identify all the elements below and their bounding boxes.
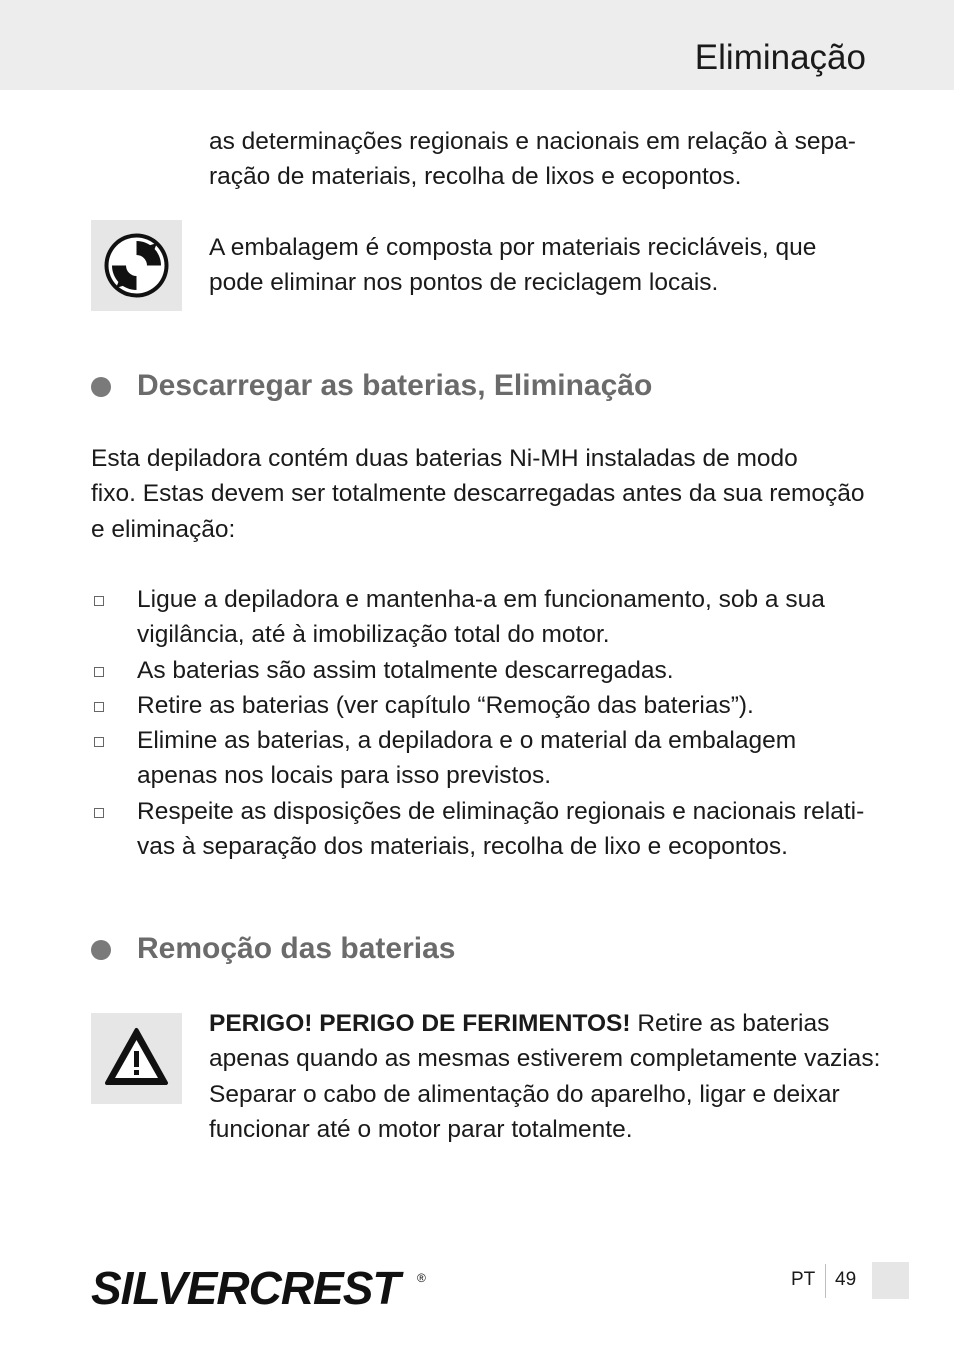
brand-logo-text: SILVERCREST (91, 1262, 400, 1310)
checkbox-bullet-icon (94, 808, 104, 818)
packaging-line-1: A embalagem é composta por materiais recicláveis, que (209, 234, 817, 261)
heading-bullet (91, 377, 111, 397)
green-dot-recycling-icon (91, 220, 182, 311)
intro-line-1: as determinações regionais e nacionais em relação à sepa- (209, 128, 856, 155)
warning-line-4: funcionar até o motor parar totalmente. (209, 1115, 633, 1143)
checkbox-bullet-icon (94, 737, 104, 747)
packaging-paragraph (209, 230, 889, 301)
intro-line-2: ração de materiais, recolha de lixos e ecopontos. (209, 163, 742, 191)
list-item (91, 723, 871, 794)
checkbox-bullet-icon (94, 596, 104, 606)
warning-line-2: apenas quando as mesmas estiverem completamente vazias: (209, 1045, 881, 1073)
list-item (91, 794, 871, 865)
list-item-line: Respeite as disposições de eliminação regionais e nacionais relati- (137, 797, 865, 825)
warning-triangle-icon (91, 1013, 182, 1104)
list-item (91, 653, 871, 688)
list-item-line: As baterias são assim totalmente descarregadas. (137, 656, 674, 684)
section-heading-text: Remoção das baterias (137, 932, 456, 965)
packaging-line-2: pode eliminar nos pontos de reciclagem locais. (209, 269, 719, 297)
warning-line-3: Separar o cabo de alimentação do aparelho, ligar e deixar (209, 1080, 840, 1108)
discharge-line-3: e eliminação: (91, 515, 236, 543)
list-item-line: vigilância, até à imobilização total do motor. (137, 621, 610, 649)
list-item (91, 688, 871, 723)
warning-line-1-rest: Retire as baterias (630, 1010, 830, 1037)
checkbox-bullet-icon (94, 702, 104, 712)
list-item-line: vas à separação dos materiais, recolha de lixo e ecopontos. (137, 833, 788, 861)
warning-label: PERIGO! PERIGO DE FERIMENTOS! (209, 1010, 631, 1037)
intro-paragraph (209, 124, 889, 195)
registered-mark: ® (417, 1271, 426, 1285)
list-item-line: Elimine as baterias, a depiladora e o material da embalagem (137, 727, 797, 755)
section-heading-text: Descarregar as baterias, Eliminação (137, 369, 653, 402)
footer-tab-marker (872, 1262, 909, 1299)
list-item-line: Ligue a depiladora e mantenha-a em funcionamento, sob a sua (137, 586, 825, 613)
footer-divider (825, 1264, 826, 1298)
discharge-paragraph (91, 441, 881, 547)
page-number: 49 (835, 1269, 857, 1290)
warning-paragraph (209, 1006, 889, 1147)
heading-bullet (91, 940, 111, 960)
discharge-line-2: fixo. Estas devem ser totalmente descarregadas antes da sua remoção (91, 480, 865, 508)
list-item (91, 582, 871, 653)
warning-line-1 (209, 1006, 889, 1041)
steps-list (91, 582, 871, 864)
checkbox-bullet-icon (94, 667, 104, 677)
list-item-line: apenas nos locais para isso previstos. (137, 762, 551, 790)
brand-logo (91, 1262, 431, 1315)
discharge-line-1: Esta depiladora contém duas baterias Ni-MH instaladas de modo (91, 445, 798, 472)
language-code: PT (791, 1269, 816, 1290)
page-title: Eliminação (694, 38, 866, 77)
list-item-line: Retire as baterias (ver capítulo “Remoção das baterias”). (137, 691, 754, 719)
